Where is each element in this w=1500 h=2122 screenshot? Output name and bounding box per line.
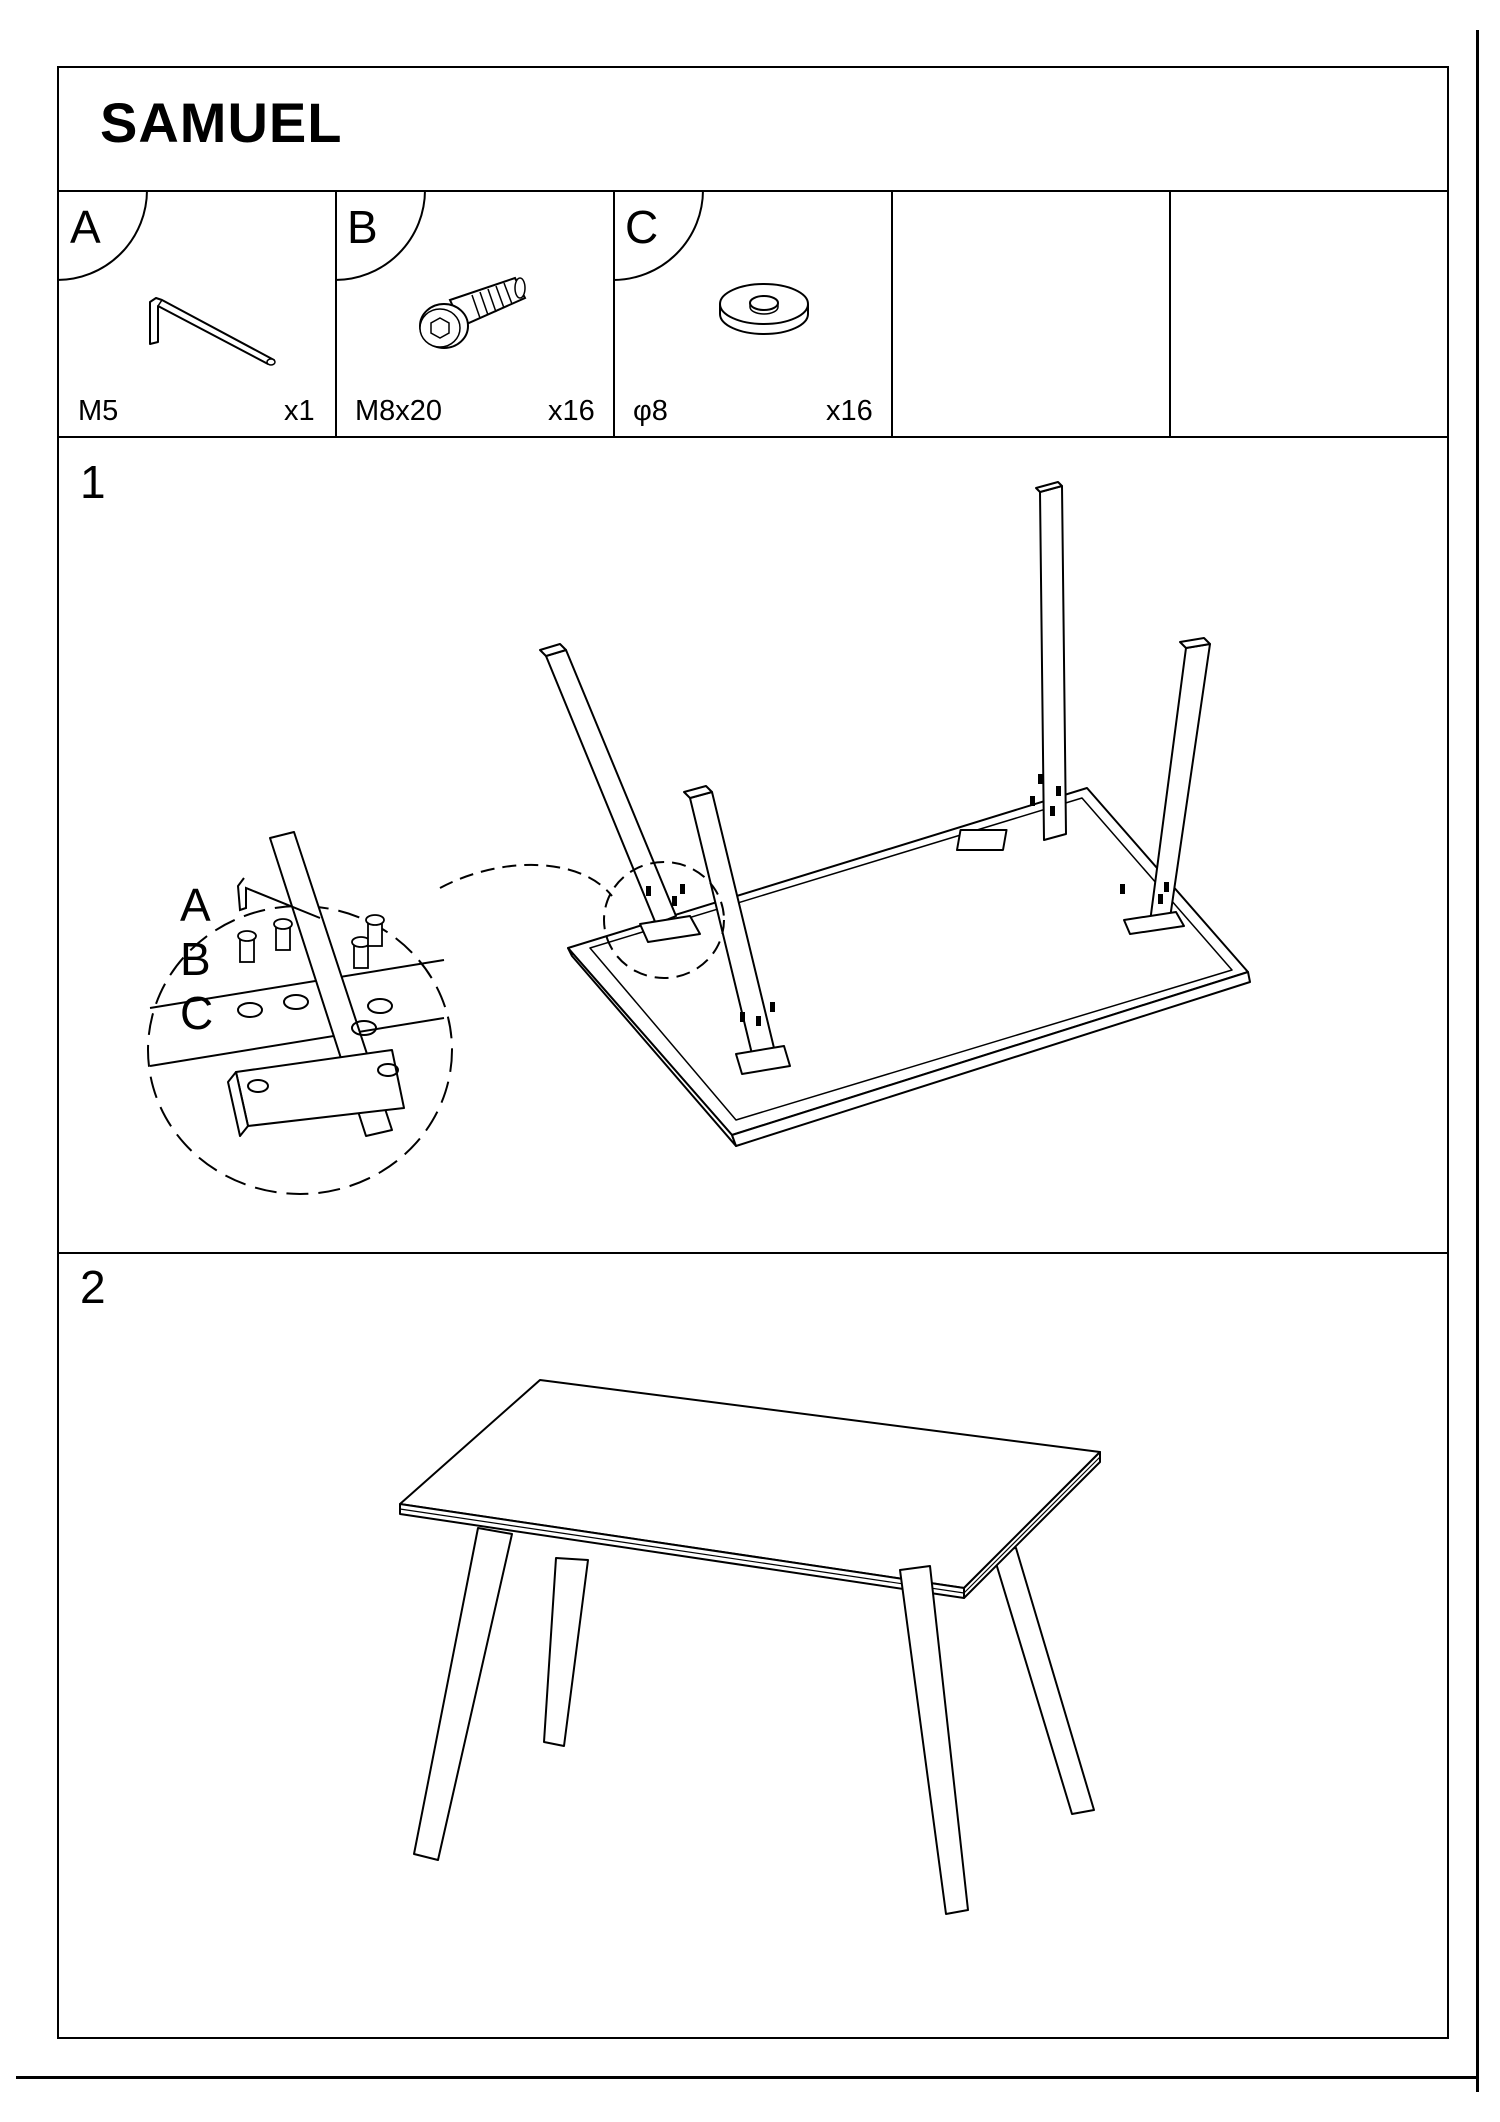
product-title: SAMUEL xyxy=(100,91,343,154)
part-a-letter: A xyxy=(70,201,101,253)
page-edge-bottom-rule xyxy=(16,2076,1476,2079)
step-1-table-leg-mounting-illustration xyxy=(0,436,1300,1252)
part-b-spec: M8x20 xyxy=(355,395,443,427)
washer-icon xyxy=(715,282,815,342)
part-a-quantity: x1 xyxy=(284,395,315,427)
callout-label-b: B xyxy=(180,933,211,985)
part-b-quantity: x16 xyxy=(548,395,595,427)
page-edge-right-rule xyxy=(1476,30,1479,2092)
part-a-spec: M5 xyxy=(78,395,119,427)
part-c-quantity: x16 xyxy=(826,395,873,427)
allen-key-icon xyxy=(140,280,280,370)
callout-label-a: A xyxy=(180,879,211,931)
step-2-number: 2 xyxy=(80,1261,106,1313)
step-1-number: 1 xyxy=(80,456,106,508)
callout-label-c: C xyxy=(180,987,214,1039)
part-c-spec: φ8 xyxy=(633,395,668,427)
step-2-assembled-table-illustration xyxy=(0,1252,1300,2039)
bolt-icon xyxy=(410,270,535,360)
part-b-letter: B xyxy=(347,201,378,253)
part-c-letter: C xyxy=(625,201,659,253)
